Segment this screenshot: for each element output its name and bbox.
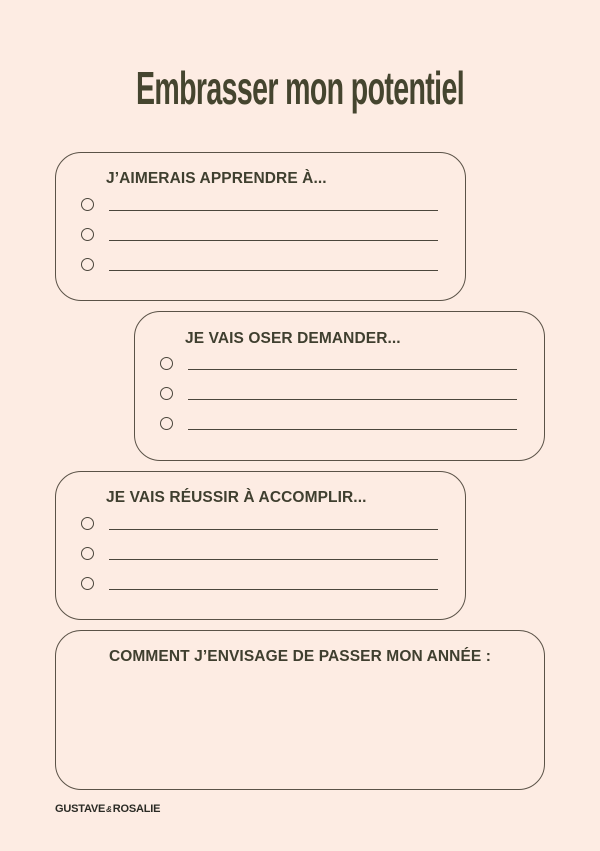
write-line[interactable]	[109, 559, 438, 560]
write-line[interactable]	[188, 399, 517, 400]
section-learn-heading: J’AIMERAIS APPRENDRE À...	[106, 170, 327, 187]
list-item	[81, 228, 441, 244]
checkbox-circle[interactable]	[160, 357, 173, 370]
section-achieve-card	[55, 471, 466, 620]
list-item	[81, 198, 441, 214]
checkbox-circle[interactable]	[81, 517, 94, 530]
checkbox-circle[interactable]	[81, 258, 94, 271]
checkbox-circle[interactable]	[160, 387, 173, 400]
write-line[interactable]	[109, 270, 438, 271]
write-line[interactable]	[109, 589, 438, 590]
list-item	[160, 387, 520, 403]
list-item	[160, 357, 520, 373]
write-line[interactable]	[109, 240, 438, 241]
brand-amp: &	[106, 805, 112, 814]
list-item	[81, 577, 441, 593]
section-learn-card	[55, 152, 466, 301]
section-achieve-heading: JE VAIS RÉUSSIR À ACCOMPLIR...	[106, 489, 367, 506]
list-item	[160, 417, 520, 433]
write-line[interactable]	[188, 429, 517, 430]
checkbox-circle[interactable]	[160, 417, 173, 430]
checkbox-circle[interactable]	[81, 228, 94, 241]
list-item	[81, 258, 441, 274]
checkbox-circle[interactable]	[81, 577, 94, 590]
brand-logo	[55, 803, 160, 815]
write-line[interactable]	[109, 529, 438, 530]
section-year-heading: COMMENT J’ENVISAGE DE PASSER MON ANNÉE :	[108, 648, 492, 665]
section-ask-card	[134, 311, 545, 461]
page-title: Embrasser mon potentiel	[135, 62, 465, 114]
checkbox-circle[interactable]	[81, 547, 94, 560]
checkbox-circle[interactable]	[81, 198, 94, 211]
write-line[interactable]	[109, 210, 438, 211]
write-line[interactable]	[188, 369, 517, 370]
brand-left: GUSTAVE	[55, 803, 106, 815]
list-item	[81, 517, 441, 533]
brand-right: ROSALIE	[112, 803, 161, 815]
list-item	[81, 547, 441, 563]
section-ask-heading: JE VAIS OSER DEMANDER...	[185, 330, 401, 347]
section-year-card[interactable]	[55, 630, 545, 790]
